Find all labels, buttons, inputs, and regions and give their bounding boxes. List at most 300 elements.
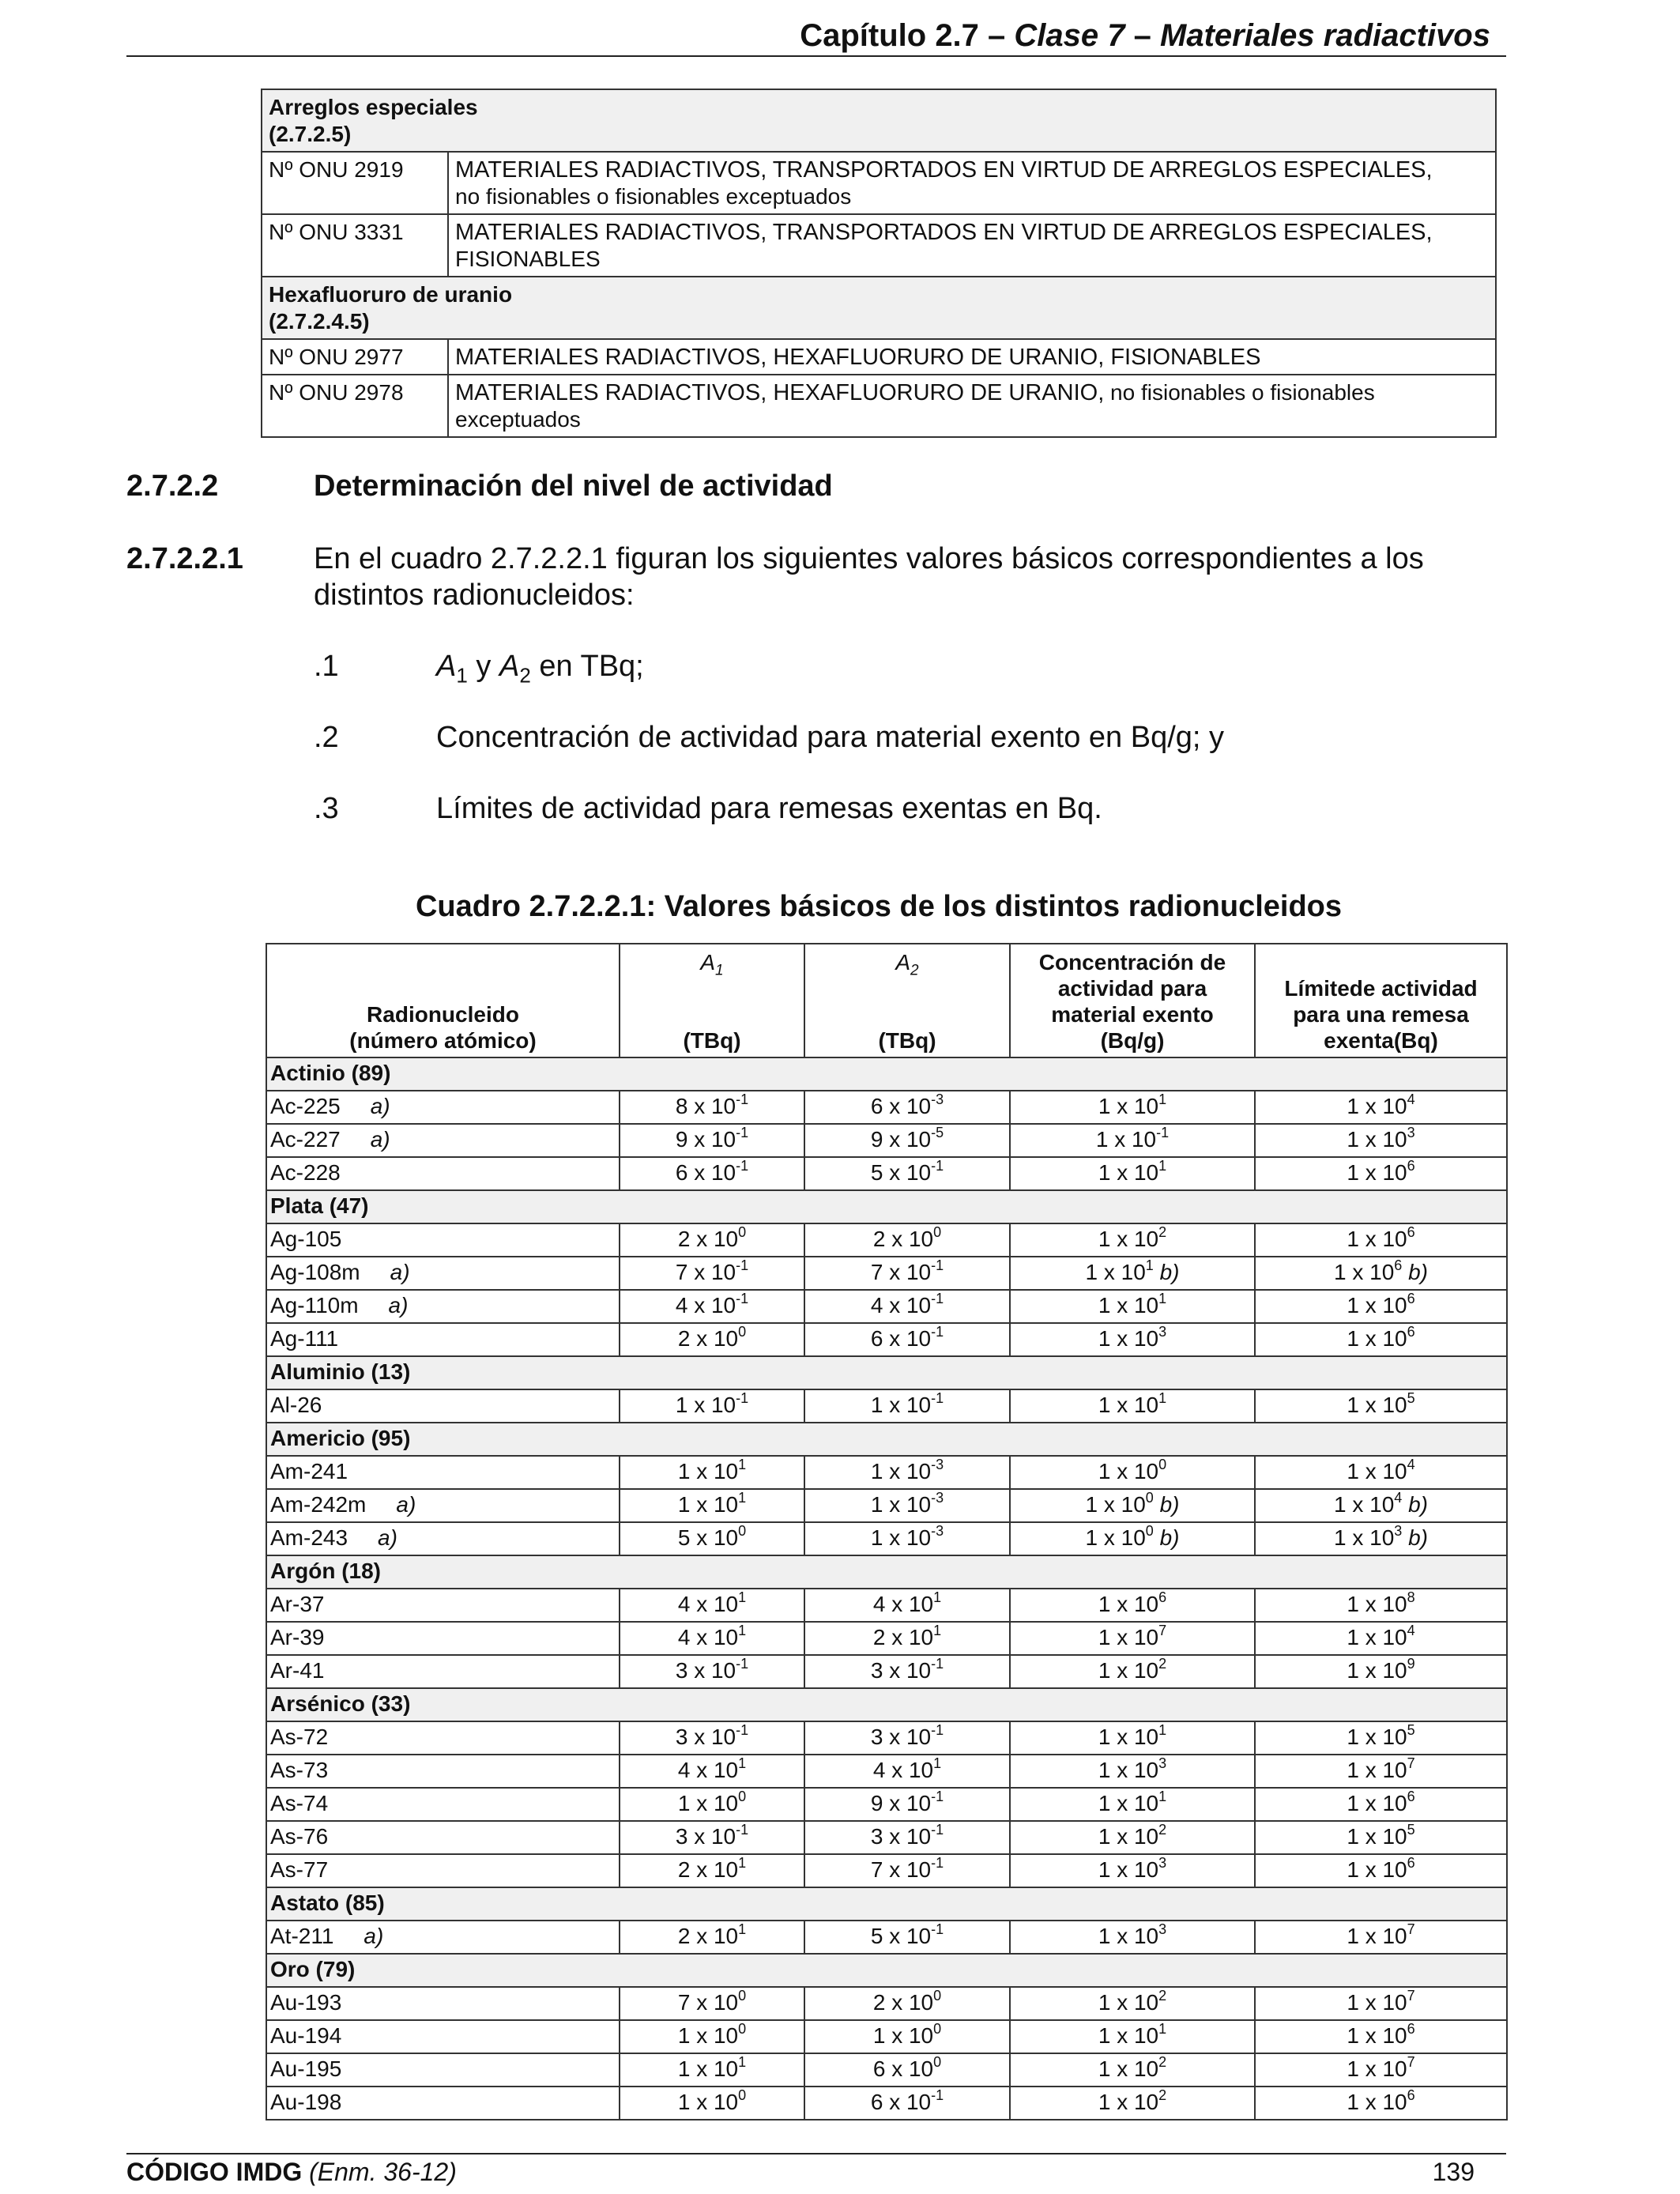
times-ten: x 10: [1110, 1791, 1159, 1815]
exponent: -3: [931, 1091, 944, 1107]
exponent: 4: [1394, 1489, 1403, 1506]
mantissa: 3: [675, 1725, 688, 1749]
element-section-row: [266, 1887, 1507, 1921]
mantissa: 1: [1098, 1857, 1111, 1882]
mantissa: 1: [1347, 1293, 1359, 1318]
times-ten: x 10: [687, 1293, 736, 1318]
a1-value: [620, 1755, 804, 1788]
times-ten: x 10: [690, 1525, 739, 1550]
exponent: 7: [1407, 2053, 1415, 2070]
nuclide-name: As-74: [270, 1791, 329, 1815]
times-ten: x 10: [883, 1725, 932, 1749]
mantissa: 1: [1347, 1592, 1359, 1616]
exponent: 1: [1145, 1257, 1154, 1273]
times-ten: x 10: [1358, 2056, 1407, 2081]
mantissa: 3: [870, 1725, 883, 1749]
exponent: 1: [933, 1755, 942, 1771]
element-name: Aluminio (13): [266, 1356, 1507, 1389]
header-line: Radionucleido: [367, 1002, 519, 1027]
mantissa: 1: [1334, 1492, 1347, 1517]
exempt-concentration-value: [1010, 1157, 1255, 1190]
table-row: [266, 1589, 1507, 1622]
nuclide-name: Au-195: [270, 2056, 342, 2081]
consignment-limit-value: [1255, 1157, 1507, 1190]
mantissa: 4: [872, 1592, 886, 1616]
mantissa: 1: [1085, 1492, 1098, 1517]
header-a1-symbol: [620, 949, 804, 984]
table-row: [266, 1157, 1507, 1190]
footnote-marker: a): [363, 1924, 384, 1948]
times-ten: x 10: [1358, 2090, 1407, 2114]
nuclide-name: Am-242m: [270, 1492, 367, 1517]
subscript: 1: [715, 962, 724, 979]
times-ten: x 10: [1110, 1293, 1159, 1318]
exponent: 3: [1158, 1854, 1167, 1871]
nuclide-cell: [266, 2087, 620, 2120]
times-ten: x 10: [885, 2056, 934, 2081]
footnote-marker: b): [1159, 1260, 1180, 1284]
footer-code-name: CÓDIGO IMDG: [126, 2158, 303, 2186]
times-ten: x 10: [1110, 1592, 1159, 1616]
shipping-name-rest: no fisionables o fisionables exceptuados: [455, 184, 852, 209]
a1-value: [620, 1124, 804, 1157]
nuclide-name: Ag-108m: [270, 1260, 360, 1284]
mantissa: 1: [870, 1525, 883, 1550]
table-row: [266, 1124, 1507, 1157]
times-ten: x 10: [690, 1625, 739, 1649]
mantissa: 1: [1347, 2023, 1359, 2048]
a1-value: [620, 1389, 804, 1423]
nuclide-name: Au-198: [270, 2090, 342, 2114]
list-item-text: [436, 648, 644, 694]
a1-value: [620, 1721, 804, 1755]
header-exempt-concentration-text: [1011, 949, 1254, 1054]
a1-value: [620, 1323, 804, 1356]
nuclide-name: As-73: [270, 1758, 329, 1782]
mantissa: 1: [870, 1459, 883, 1483]
mantissa: 4: [870, 1293, 883, 1318]
footnote-marker: a): [370, 1127, 390, 1152]
times-ten: x 10: [883, 1127, 932, 1152]
a1-value: [620, 1257, 804, 1290]
consignment-limit-value: [1255, 1854, 1507, 1887]
table-header-row: [266, 944, 1507, 1057]
mantissa: 1: [1347, 2056, 1359, 2081]
subscript: 2: [910, 962, 919, 979]
element-section-row: [266, 1688, 1507, 1721]
a2-value: [804, 1589, 1010, 1622]
a1-value: [620, 1456, 804, 1489]
exempt-concentration-value: [1010, 2053, 1255, 2087]
header-line: (Bq/g): [1100, 1028, 1165, 1053]
header-dash: –: [1124, 18, 1160, 53]
exponent: 8: [1407, 1589, 1415, 1605]
a2-value: [804, 1389, 1010, 1423]
running-header: [800, 11, 1490, 60]
exponent: -1: [736, 1124, 749, 1140]
nuclide-name: Al-26: [270, 1393, 322, 1417]
exponent: 7: [1407, 1987, 1415, 2004]
mantissa: 1: [1347, 1127, 1359, 1152]
header-a2-symbol: [805, 949, 1009, 984]
nuclide-cell: [266, 1622, 620, 1655]
a2-value: [804, 1721, 1010, 1755]
table-row: [266, 1755, 1507, 1788]
exponent: 0: [738, 1522, 747, 1539]
mantissa: 1: [872, 2023, 886, 2048]
exempt-concentration-value: [1010, 2020, 1255, 2053]
footer-rule: [126, 2153, 1506, 2154]
mantissa: 1: [1098, 1791, 1111, 1815]
mantissa: 1: [1347, 1459, 1359, 1483]
consignment-limit-value: [1255, 1124, 1507, 1157]
mantissa: 1: [677, 1492, 691, 1517]
a1-value: [620, 1489, 804, 1522]
exponent: -1: [931, 1788, 944, 1804]
mantissa: 2: [872, 1990, 886, 2015]
times-ten: x 10: [883, 1293, 932, 1318]
mantissa: 6: [675, 1160, 688, 1185]
exempt-concentration-value: [1010, 1290, 1255, 1323]
exponent: 5: [1407, 1389, 1415, 1406]
table-row: [262, 339, 1496, 375]
table-row: [266, 1821, 1507, 1854]
exponent: 3: [1394, 1522, 1403, 1539]
mantissa: 1: [1347, 1758, 1359, 1782]
mantissa: 4: [677, 1625, 691, 1649]
exponent: 2: [1158, 2087, 1167, 2103]
exempt-concentration-value: [1010, 1921, 1255, 1954]
footnote-marker: b): [1408, 1525, 1428, 1550]
exponent: 1: [933, 1589, 942, 1605]
exponent: 6: [1407, 1323, 1415, 1340]
times-ten: x 10: [1110, 1094, 1159, 1118]
footnote-marker: a): [388, 1293, 409, 1318]
times-ten: x 10: [690, 1459, 739, 1483]
mantissa: 3: [675, 1658, 688, 1683]
mantissa: 4: [677, 1758, 691, 1782]
a1-value: [620, 2053, 804, 2087]
exempt-concentration-value: [1010, 1655, 1255, 1688]
nuclide-name: Ac-228: [270, 1160, 341, 1185]
footnote-marker: a): [390, 1260, 410, 1284]
mantissa: 1: [1347, 1924, 1359, 1948]
proper-shipping-name-cell: [448, 375, 1496, 437]
nuclide-name: Ag-111: [270, 1326, 339, 1351]
nuclide-cell: [266, 1091, 620, 1124]
proper-shipping-name-cell: [448, 152, 1496, 214]
times-ten: x 10: [1358, 1227, 1407, 1251]
shipping-name-caps: MATERIALES RADIACTIVOS, TRANSPORTADOS EN VIRTUD DE ARREGLOS ESPECIALES,: [455, 157, 1433, 183]
consignment-limit-value: [1255, 2020, 1507, 2053]
nuclide-cell: [266, 1323, 620, 1356]
exponent: 6: [1407, 1157, 1415, 1174]
exponent: 1: [738, 1489, 747, 1506]
nuclide-cell: [266, 1290, 620, 1323]
table-row: [266, 1323, 1507, 1356]
nuclide-cell: [266, 1987, 620, 2020]
mantissa: 1: [1098, 1393, 1111, 1417]
exempt-concentration-value: [1010, 1622, 1255, 1655]
exponent: 3: [1158, 1323, 1167, 1340]
footnote-marker: a): [378, 1525, 397, 1550]
table-row: [266, 1389, 1507, 1423]
times-ten: x 10: [883, 1260, 932, 1284]
mantissa: 1: [1098, 1592, 1111, 1616]
header-dash: –: [978, 18, 1015, 53]
exempt-concentration-value: [1010, 1091, 1255, 1124]
times-ten: x 10: [690, 1592, 739, 1616]
header-exempt-concentration: [1010, 944, 1255, 1057]
paragraph-text: En el cuadro 2.7.2.2.1 figuran los siguientes valores básicos correspondientes a los distintos radionucleidos:: [314, 542, 1424, 612]
un-number-cell: Nº ONU 2978: [262, 375, 448, 437]
shipping-name-rest: exceptuados: [455, 407, 581, 432]
times-ten: x 10: [690, 1924, 739, 1948]
mantissa: 5: [870, 1924, 883, 1948]
mantissa: 3: [675, 1824, 688, 1849]
exponent: -1: [931, 1655, 944, 1672]
exponent: 1: [738, 1854, 747, 1871]
element-name: Argón (18): [266, 1555, 1507, 1589]
a2-value: [804, 1257, 1010, 1290]
times-ten: x 10: [1358, 1127, 1407, 1152]
section-reference: (2.7.2.5): [269, 122, 352, 146]
a2-value: [804, 1921, 1010, 1954]
exponent: 1: [1158, 2020, 1167, 2037]
mantissa: 1: [1098, 1725, 1111, 1749]
mantissa: 1: [677, 2090, 691, 2114]
exponent: -1: [736, 1721, 749, 1738]
section-label: Hexafluoruro de uranio: [269, 282, 513, 307]
list-item-text: Concentración de actividad para material exento en Bq/g; y: [436, 721, 1225, 754]
header-line: para una remesa: [1293, 1002, 1469, 1027]
header-chapter: Capítulo 2.7: [800, 18, 979, 53]
times-ten: x 10: [1110, 1227, 1159, 1251]
consignment-limit-value: [1255, 1622, 1507, 1655]
exponent: 1: [1158, 1721, 1167, 1738]
a2-value: [804, 2053, 1010, 2087]
mantissa: 7: [675, 1260, 688, 1284]
element-name: Americio (95): [266, 1423, 1507, 1456]
mantissa: 1: [1098, 1924, 1111, 1948]
a2-value: [804, 1489, 1010, 1522]
exponent: -1: [736, 1655, 749, 1672]
a2-value: [804, 2020, 1010, 2053]
a1-value: [620, 1921, 804, 1954]
a2-value: [804, 1655, 1010, 1688]
header-line: actividad para: [1057, 976, 1207, 1001]
mantissa: 7: [677, 1990, 691, 2015]
header-consignment-limit: [1255, 944, 1507, 1057]
table-row: [266, 1223, 1507, 1257]
times-ten: x 10: [690, 1990, 739, 2015]
nuclide-cell: [266, 1456, 620, 1489]
mantissa: 1: [1347, 1326, 1359, 1351]
a-letter: A: [499, 650, 520, 683]
mantissa: 1: [1347, 1160, 1359, 1185]
a1-value: [620, 1655, 804, 1688]
table-row: [266, 1489, 1507, 1522]
times-ten: x 10: [690, 1791, 739, 1815]
mantissa: 1: [675, 1393, 688, 1417]
exempt-concentration-value: [1010, 1223, 1255, 1257]
nuclide-cell: [266, 1522, 620, 1555]
a1-value: [620, 1821, 804, 1854]
exempt-concentration-value: [1010, 1489, 1255, 1522]
exponent: 3: [1158, 1921, 1167, 1937]
a2-value: [804, 1091, 1010, 1124]
consignment-limit-value: [1255, 2087, 1507, 2120]
times-ten: x 10: [690, 1857, 739, 1882]
header-radionuclide: [266, 944, 620, 1057]
mantissa: 6: [870, 1094, 883, 1118]
nuclide-cell: [266, 1854, 620, 1887]
times-ten: x 10: [1358, 1293, 1407, 1318]
mantissa: 1: [1098, 1824, 1111, 1849]
table-row: [266, 1257, 1507, 1290]
list-text-part: en TBq;: [530, 650, 644, 683]
times-ten: x 10: [883, 1326, 932, 1351]
mantissa: 1: [677, 2023, 691, 2048]
header-rule: [126, 55, 1506, 57]
mantissa: 4: [675, 1293, 688, 1318]
exponent: 2: [1158, 1987, 1167, 2004]
times-ten: x 10: [1358, 1857, 1407, 1882]
nuclide-cell: [266, 1721, 620, 1755]
header-subject: Materiales radiactivos: [1160, 18, 1490, 53]
times-ten: x 10: [687, 1127, 736, 1152]
mantissa: 1: [1098, 1326, 1111, 1351]
mantissa: 2: [677, 1227, 691, 1251]
a2-value: [804, 1290, 1010, 1323]
mantissa: 2: [872, 1227, 886, 1251]
exempt-concentration-value: [1010, 1522, 1255, 1555]
section-label: Arreglos especiales: [269, 95, 478, 119]
table-row: [266, 1290, 1507, 1323]
times-ten: x 10: [1110, 1758, 1159, 1782]
un-number-cell: Nº ONU 3331: [262, 214, 448, 277]
consignment-limit-value: [1255, 1987, 1507, 2020]
nuclide-cell: [266, 1157, 620, 1190]
times-ten: x 10: [1110, 1459, 1159, 1483]
mantissa: 1: [1085, 1260, 1098, 1284]
exponent: -1: [736, 1257, 749, 1273]
mantissa: 1: [1347, 2090, 1359, 2114]
exponent: 1: [1158, 1389, 1167, 1406]
exponent: 7: [1158, 1622, 1167, 1638]
times-ten: x 10: [1346, 1260, 1395, 1284]
header-a2-unit: (TBq): [878, 1028, 936, 1053]
special-arrangements-table: [261, 89, 1497, 438]
times-ten: x 10: [883, 1492, 932, 1517]
times-ten: x 10: [690, 2090, 739, 2114]
times-ten: x 10: [1358, 1094, 1407, 1118]
section-reference: (2.7.2.4.5): [269, 309, 370, 334]
exponent: 0: [738, 2087, 747, 2103]
nuclide-name: Ac-225: [270, 1094, 341, 1118]
header-radionuclide-text: [267, 1001, 619, 1054]
table-row: [266, 1522, 1507, 1555]
consignment-limit-value: [1255, 1589, 1507, 1622]
exponent: -1: [931, 1821, 944, 1838]
mantissa: 6: [870, 2090, 883, 2114]
nuclide-cell: [266, 2020, 620, 2053]
a2-value: [804, 1755, 1010, 1788]
table-row: [266, 1721, 1507, 1755]
exponent: 0: [738, 2020, 747, 2037]
mantissa: 1: [1098, 1990, 1111, 2015]
mantissa: 1: [677, 2056, 691, 2081]
a2-value: [804, 1456, 1010, 1489]
times-ten: x 10: [690, 2023, 739, 2048]
exponent: 0: [1158, 1456, 1167, 1472]
times-ten: x 10: [883, 1791, 932, 1815]
exponent: 2: [1158, 1821, 1167, 1838]
footnote-marker: b): [1159, 1492, 1180, 1517]
exponent: -1: [931, 1921, 944, 1937]
times-ten: x 10: [1098, 1260, 1146, 1284]
times-ten: x 10: [1108, 1127, 1157, 1152]
table-caption: Cuadro 2.7.2.2.1: Valores básicos de los distintos radionucleidos: [415, 890, 1343, 923]
exempt-concentration-value: [1010, 1854, 1255, 1887]
times-ten: x 10: [1110, 2056, 1159, 2081]
mantissa: 8: [675, 1094, 688, 1118]
exponent: 6: [1407, 1788, 1415, 1804]
nuclide-cell: [266, 1124, 620, 1157]
mantissa: 9: [870, 1791, 883, 1815]
exponent: 2: [1158, 1655, 1167, 1672]
a2-value: [804, 1157, 1010, 1190]
nuclide-cell: [266, 1389, 620, 1423]
nuclide-cell: [266, 2053, 620, 2087]
a1-value: [620, 1223, 804, 1257]
consignment-limit-value: [1255, 1821, 1507, 1854]
exponent: 1: [738, 1921, 747, 1937]
times-ten: x 10: [883, 1658, 932, 1683]
exempt-concentration-value: [1010, 1389, 1255, 1423]
consignment-limit-value: [1255, 1323, 1507, 1356]
header-consignment-limit-text: [1256, 975, 1506, 1054]
shipping-name-rest: FISIONABLES: [455, 247, 601, 271]
mantissa: 5: [870, 1160, 883, 1185]
a1-value: [620, 1157, 804, 1190]
times-ten: x 10: [687, 1725, 736, 1749]
proper-shipping-name-cell: [448, 214, 1496, 277]
exempt-concentration-value: [1010, 1788, 1255, 1821]
mantissa: 1: [1098, 1293, 1111, 1318]
times-ten: x 10: [1098, 1492, 1146, 1517]
exponent: 6: [1407, 2020, 1415, 2037]
element-name: Oro (79): [266, 1954, 1507, 1987]
exempt-concentration-value: [1010, 1323, 1255, 1356]
a1-value: [620, 1854, 804, 1887]
times-ten: x 10: [885, 1625, 934, 1649]
exponent: 0: [933, 2020, 942, 2037]
times-ten: x 10: [883, 1525, 932, 1550]
a1-value: [620, 1589, 804, 1622]
section-title: Determinación del nivel de actividad: [314, 469, 833, 503]
exponent: -1: [931, 2087, 944, 2103]
times-ten: x 10: [1110, 1990, 1159, 2015]
mantissa: 4: [677, 1592, 691, 1616]
exponent: 0: [738, 1223, 747, 1240]
table-row: [266, 1655, 1507, 1688]
nuclide-cell: [266, 1223, 620, 1257]
mantissa: 1: [1098, 1227, 1111, 1251]
times-ten: x 10: [1110, 1625, 1159, 1649]
section-number: 2.7.2.2: [126, 469, 219, 503]
footnote-marker: a): [396, 1492, 416, 1517]
